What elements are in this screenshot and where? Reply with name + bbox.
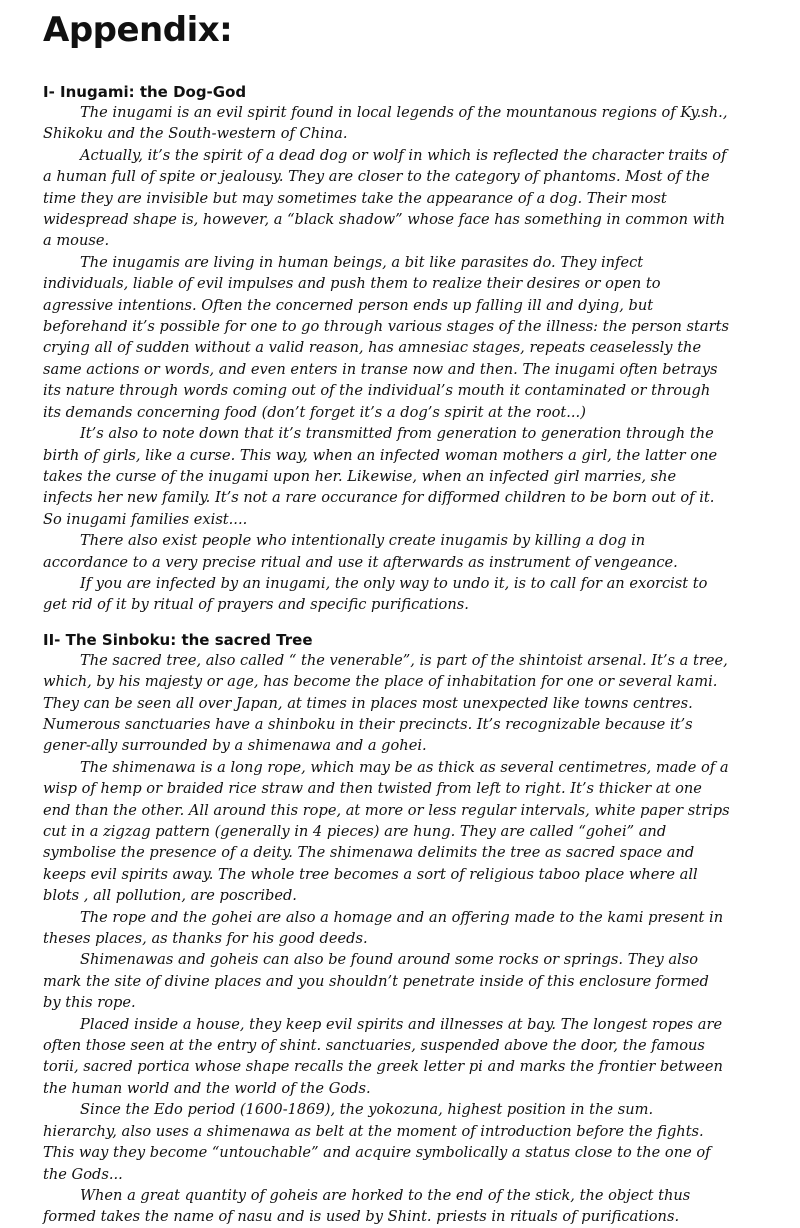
page-title: Appendix:: [43, 10, 233, 50]
paragraph: The sacred tree, also called “ the venerable”, is part of the shintoist arsenal. It’s a tree, which, by his majesty or age, has become the place of inhabitation for one or several kami. They can be seen all over Japan, at times in places most unexpected like towns centres. Numerous sanctuaries have a shinboku in their precincts. It’s recognizable because it’s gener-ally surrounded by a shimenawa and a gohei.: [43, 651, 728, 755]
paragraph: If you are infected by an inugami, the only way to undo it, is to call for an exorcist to get rid of it by ritual of prayers and specific purifications.: [43, 574, 708, 614]
paragraph: The inugamis are living in human beings, a bit like parasites do. They infect individuals, liable of evil impulses and push them to realize their desires or open to agressive intentions. Often the concerned person ends up falling ill and dying, but beforehand it’s possible for one to go through various stages of the illness: the person starts crying all of sudden without a valid reason, has amnesiac stages, repeats ceaselessly the same actions or words, and even enters in transe now and then. The inugami often betrays its nature through words coming out of the individual’s mouth it contaminated or through its demands concerning food (don’t forget it’s a dog’s spirit at the root...): [43, 253, 729, 421]
paragraph: When a great quantity of goheis are horked to the end of the stick, the object thus formed takes the name of nasu and is used by Shint. priests in rituals of purifications.: [43, 1186, 691, 1226]
paragraph: The inugami is an evil spirit found in local legends of the mountanous regions of Ky.sh., Shikoku and the South-western of China.: [43, 104, 728, 143]
section-heading: II- The Sinboku: the sacred Tree: [43, 630, 313, 649]
paragraph: It’s also to note down that it’s transmitted from generation to generation through the birth of girls, like a curse. This way, when an infected woman mothers a girl, the latter one takes the curse of the inugami upon her. Likewise, when an infected girl marries, she infects her new family. It’s not a rare occurance for difformed children to be born out of it. So inugami families exist....: [43, 425, 718, 528]
paragraph: There also exist people who intentionally create inugamis by killing a dog in accordance to a very precise ritual and use it afterwards as instrument of vengeance.: [43, 532, 678, 571]
paragraph: The shimenawa is a long rope, which may be as thick as several centimetres, made of a wisp of hemp or braided rice straw and then twisted from left to right. It’s thicker at one end than the other. All around this rope, at more or less regular intervals, white paper strips cut in a zigzag pattern (generally in 4 pieces) are hung. They are called “gohei” and symbolise the presence of a deity. The shimenawa delimits the tree as sacred space and keeps evil spirits away. The whole tree becomes a sort of religious taboo place where all blots , all pollution, are poscribed.: [43, 758, 730, 905]
section-heading: I- Inugami: the Dog-God: [43, 83, 247, 101]
paragraph: Placed inside a house, they keep evil spirits and illnesses at bay. The longest ropes are often those seen at the entry of shint. sanctuaries, suspended above the door, the famous torii, sacred portica whose shape recalls the greek letter pi and marks the frontier between the human world and the world of the Gods.: [43, 1015, 723, 1097]
paragraph: Actually, it’s the spirit of a dead dog or wolf in which is reflected the character traits of a human full of spite or jealousy. They are closer to the category of phantoms. Most of the time they are invisible but may sometimes take the appearance of a dog. Their most widespread shape is, however, a “black shadow” whose face has something in common with a mouse.: [43, 146, 727, 250]
paragraph: Shimenawas and goheis can also be found around some rocks or springs. They also mark the site of divine places and you shouldn’t penetrate inside of this enclosure formed by this rope.: [43, 951, 709, 1012]
section-shinboku: [43, 630, 730, 1228]
paragraph: Since the Edo period (1600-1869), the yokozuna, highest position in the sum. hierarchy, also uses a shimenawa as belt at the moment of introduction before the fights. This way they become “untouchable” and acquire symbolically a status close to the one of the Gods...: [43, 1101, 711, 1183]
paragraph: The rope and the gohei are also a homage and an offering made to the kami present in theses places, as thanks for his good deeds.: [43, 908, 724, 948]
section-inugami: [43, 82, 730, 616]
